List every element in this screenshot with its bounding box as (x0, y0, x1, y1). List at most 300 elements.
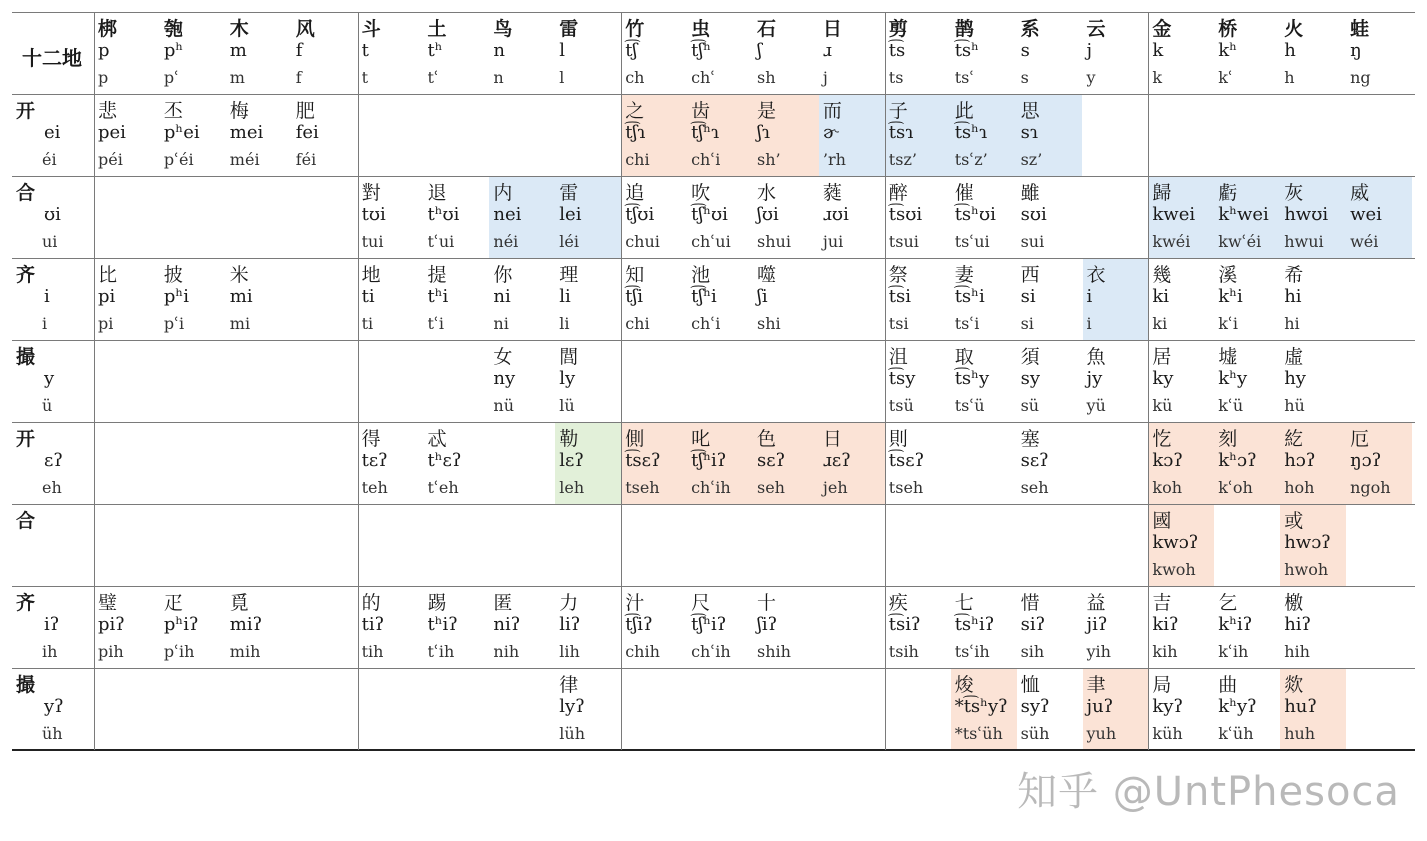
syllable-romanization: chi (625, 314, 650, 333)
syllable-char: 側 (625, 428, 645, 450)
syllable-romanization: pʿih (163, 642, 195, 661)
header-char: 石 (757, 18, 777, 40)
syllable-ipa: siʔ (1020, 614, 1046, 635)
syllable-romanization: ni (493, 314, 509, 333)
syllable-ipa: ʃi (757, 286, 768, 307)
syllable-romanization: pi (98, 314, 114, 333)
header-ipa: f (295, 40, 303, 61)
header-ipa: n (493, 40, 505, 61)
syllable-ipa: ɹʊi (822, 204, 849, 225)
syllable-ipa: i (1086, 286, 1093, 307)
syllable-char: 池 (691, 264, 711, 286)
initial-header (358, 12, 424, 94)
syllable-cell (885, 340, 951, 422)
syllable-cell (621, 94, 687, 176)
syllable-ipa: pʰei (163, 122, 200, 143)
syllable-char: 披 (163, 264, 183, 286)
syllable-romanization: tsz’ (888, 150, 917, 169)
syllable-char: 虧 (1218, 182, 1238, 204)
syllable-cell (358, 422, 424, 504)
syllable-ipa: tʰʊi (427, 204, 460, 225)
syllable-cell (1148, 586, 1214, 668)
syllable-ipa: mi (229, 286, 253, 307)
header-ipa: t͡s (888, 40, 906, 61)
header-romanization: tsʿ (954, 68, 975, 87)
header-ipa: k (1152, 40, 1164, 61)
syllable-cell (621, 422, 687, 504)
syllable-cell (687, 586, 753, 668)
syllable-char: 須 (1020, 346, 1040, 368)
syllable-cell (424, 586, 490, 668)
syllable-romanization: kʿü (1218, 396, 1244, 415)
syllable-char: 疋 (163, 592, 183, 614)
row-category: 开 (16, 100, 36, 122)
header-romanization: t (361, 68, 369, 87)
syllable-cell (951, 340, 1017, 422)
syllable-ipa: kwei (1152, 204, 1196, 225)
syllable-char: 局 (1152, 674, 1172, 696)
syllable-char: 是 (757, 100, 777, 122)
row-category: 齐 (16, 592, 36, 614)
syllable-romanization: tsʿz’ (954, 150, 988, 169)
header-char: 木 (229, 18, 249, 40)
syllable-ipa: sʊi (1020, 204, 1047, 225)
header-romanization: ts (888, 68, 904, 87)
syllable-ipa: lyʔ (559, 696, 585, 717)
syllable-ipa: t͡ʃi (625, 286, 644, 307)
syllable-romanization: tʿih (427, 642, 455, 661)
final-row-header (12, 340, 94, 422)
syllable-char: 之 (625, 100, 645, 122)
syllable-ipa: t͡siʔ (888, 614, 921, 635)
syllable-char: 璧 (98, 592, 118, 614)
initial-header (951, 12, 1017, 94)
syllable-cell (1280, 422, 1346, 504)
syllable-ipa: ki (1152, 286, 1170, 307)
syllable-romanization: yuh (1086, 724, 1117, 743)
final-row-header (12, 504, 94, 586)
syllable-cell (1083, 668, 1149, 750)
corner-title: 十二地 (22, 46, 82, 70)
syllable-cell (1017, 586, 1083, 668)
syllable-romanization: tsʿi (954, 314, 980, 333)
header-romanization: sh (757, 68, 776, 87)
syllable-romanization: tsʿui (954, 232, 990, 251)
syllable-ipa: kʰyʔ (1218, 696, 1257, 717)
syllable-cell (753, 586, 819, 668)
syllable-char: 勒 (559, 428, 579, 450)
syllable-cell (226, 94, 292, 176)
header-char: 火 (1284, 18, 1304, 40)
header-ipa: t (361, 40, 369, 61)
syllable-cell (555, 258, 621, 340)
syllable-cell (687, 422, 753, 504)
syllable-romanization: chʿih (691, 642, 731, 661)
syllable-romanization: pʿi (163, 314, 185, 333)
syllable-romanization: kʿüh (1218, 724, 1254, 743)
syllable-cell (687, 176, 753, 258)
syllable-cell (555, 586, 621, 668)
header-romanization: s (1020, 68, 1029, 87)
initial-header (94, 12, 160, 94)
syllable-char: 十 (757, 592, 777, 614)
initial-header (753, 12, 819, 94)
syllable-char: 律 (559, 674, 579, 696)
syllable-ipa: kʰɔʔ (1218, 450, 1257, 471)
syllable-romanization: süh (1020, 724, 1050, 743)
syllable-romanization: tsih (888, 642, 919, 661)
syllable-romanization: tsi (888, 314, 909, 333)
initial-header (1214, 12, 1280, 94)
syllable-ipa: juʔ (1086, 696, 1114, 717)
syllable-romanization: lih (559, 642, 580, 661)
syllable-cell (226, 258, 292, 340)
syllable-ipa: kiʔ (1152, 614, 1179, 635)
syllable-char: 則 (888, 428, 908, 450)
header-romanization: tʿ (427, 68, 439, 87)
syllable-ipa: tiʔ (361, 614, 385, 635)
syllable-cell (1214, 176, 1280, 258)
syllable-ipa: ly (559, 368, 576, 389)
row-romanization: ü (42, 396, 53, 415)
syllable-ipa: t͡sʊi (888, 204, 923, 225)
final-row-header (12, 586, 94, 668)
syllable-char: 追 (625, 182, 645, 204)
syllable-char: 而 (822, 100, 842, 122)
initial-header (1083, 12, 1149, 94)
syllable-romanization: hih (1284, 642, 1310, 661)
syllable-romanization: chʿih (691, 478, 731, 497)
syllable-cell (94, 94, 160, 176)
syllable-romanization: tui (361, 232, 384, 251)
header-romanization: p (98, 68, 109, 87)
syllable-cell (358, 176, 424, 258)
syllable-char: 乞 (1218, 592, 1238, 614)
syllable-ipa: t͡ʃʰiʔ (691, 614, 727, 635)
syllable-ipa: pʰiʔ (163, 614, 199, 635)
syllable-ipa: kʰwei (1218, 204, 1269, 225)
syllable-cell (1148, 422, 1214, 504)
syllable-ipa: ʃʊi (757, 204, 779, 225)
header-ipa: ŋ (1350, 40, 1362, 61)
syllable-char: 提 (427, 264, 447, 286)
syllable-cell (951, 258, 1017, 340)
syllable-ipa: ɚ (822, 122, 839, 143)
initial-header (819, 12, 885, 94)
syllable-cell (1083, 258, 1149, 340)
syllable-romanization: néi (493, 232, 519, 251)
syllable-romanization: seh (757, 478, 785, 497)
syllable-romanization: ki (1152, 314, 1168, 333)
header-char: 剪 (888, 18, 908, 40)
initial-header (226, 12, 292, 94)
header-char: 虫 (691, 18, 711, 40)
header-ipa: t͡ʃʰ (691, 40, 712, 61)
header-ipa: p (98, 40, 110, 61)
syllable-char: 忔 (1152, 428, 1172, 450)
syllable-char: 厄 (1350, 428, 1370, 450)
syllable-cell (1280, 668, 1346, 750)
syllable-char: 取 (954, 346, 974, 368)
syllable-romanization: leh (559, 478, 585, 497)
initial-header (424, 12, 490, 94)
syllable-cell (1017, 340, 1083, 422)
syllable-cell (951, 176, 1017, 258)
syllable-romanization: chʿi (691, 150, 721, 169)
row-romanization: i (42, 314, 48, 333)
syllable-ipa: t͡sɿ (888, 122, 914, 143)
syllable-cell (226, 586, 292, 668)
syllable-cell (489, 340, 555, 422)
syllable-char: 此 (954, 100, 974, 122)
syllable-char: 妻 (954, 264, 974, 286)
header-romanization: h (1284, 68, 1295, 87)
syllable-ipa: sɛʔ (1020, 450, 1049, 471)
row-category: 开 (16, 428, 36, 450)
syllable-ipa: liʔ (559, 614, 581, 635)
syllable-ipa: ʃiʔ (757, 614, 778, 635)
syllable-romanization: lüh (559, 724, 586, 743)
syllable-char: 噬 (757, 264, 777, 286)
syllable-cell (1148, 176, 1214, 258)
syllable-cell (358, 586, 424, 668)
syllable-romanization: kwéi (1152, 232, 1191, 251)
syllable-cell (621, 258, 687, 340)
syllable-char: 比 (98, 264, 118, 286)
initial-header (687, 12, 753, 94)
syllable-cell (1017, 668, 1083, 750)
syllable-ipa: t͡sʰi (954, 286, 985, 307)
row-ipa: ʊi (44, 204, 61, 225)
syllable-romanization: kʿoh (1218, 478, 1253, 497)
syllable-romanization: hü (1284, 396, 1305, 415)
row-ipa: yʔ (44, 696, 64, 717)
header-char: 雷 (559, 18, 579, 40)
syllable-romanization: féi (295, 150, 317, 169)
syllable-romanization: nü (493, 396, 514, 415)
syllable-cell (160, 94, 226, 176)
syllable-char: 聿 (1086, 674, 1106, 696)
syllable-romanization: wéi (1350, 232, 1379, 251)
syllable-cell (1017, 176, 1083, 258)
syllable-cell (160, 258, 226, 340)
syllable-cell (621, 586, 687, 668)
syllable-romanization: teh (361, 478, 388, 497)
syllable-romanization: tsʿih (954, 642, 990, 661)
header-char: 桥 (1218, 18, 1238, 40)
header-ipa: s (1020, 40, 1030, 61)
syllable-romanization: sh’ (757, 150, 781, 169)
syllable-ipa: hwɔʔ (1284, 532, 1331, 553)
syllable-ipa: kʰiʔ (1218, 614, 1253, 635)
syllable-cell (489, 176, 555, 258)
row-romanization: eh (42, 478, 62, 497)
syllable-char: 曲 (1218, 674, 1238, 696)
header-char: 云 (1086, 18, 1106, 40)
row-ipa: iʔ (44, 614, 60, 635)
syllable-romanization: péi (98, 150, 123, 169)
syllable-ipa: pi (98, 286, 116, 307)
syllable-romanization: lü (559, 396, 575, 415)
syllable-cell (819, 422, 885, 504)
syllable-char: 醉 (888, 182, 908, 204)
syllable-cell (1280, 586, 1346, 668)
syllable-romanization: léi (559, 232, 579, 251)
syllable-ipa: hi (1284, 286, 1302, 307)
header-romanization: f (295, 68, 302, 87)
syllable-cell (885, 586, 951, 668)
syllable-cell (1148, 668, 1214, 750)
syllable-ipa: kwɔʔ (1152, 532, 1199, 553)
syllable-romanization: mi (229, 314, 251, 333)
syllable-romanization: yü (1086, 396, 1106, 415)
syllable-ipa: kyʔ (1152, 696, 1184, 717)
header-char: 斗 (361, 18, 381, 40)
initial-header (292, 12, 358, 94)
syllable-cell (819, 176, 885, 258)
syllable-ipa: hɔʔ (1284, 450, 1316, 471)
syllable-char: 水 (757, 182, 777, 204)
syllable-romanization: tsui (888, 232, 919, 251)
syllable-char: 丕 (163, 100, 183, 122)
initials-finals-table (12, 12, 1415, 752)
syllable-romanization: sih (1020, 642, 1045, 661)
syllable-romanization: nih (493, 642, 520, 661)
syllable-ipa: t͡ʃʰiʔ (691, 450, 727, 471)
syllable-char: 踢 (427, 592, 447, 614)
syllable-romanization: shui (757, 232, 791, 251)
syllable-romanization: chi (625, 150, 650, 169)
syllable-ipa: sy (1020, 368, 1040, 389)
syllable-char: 沮 (888, 346, 908, 368)
syllable-cell (1346, 176, 1412, 258)
syllable-char: 地 (361, 264, 381, 286)
syllable-cell (424, 176, 490, 258)
header-ipa: t͡ʃ (625, 40, 638, 61)
syllable-ipa: tʰɛʔ (427, 450, 462, 471)
syllable-cell (555, 668, 621, 750)
syllable-char: 退 (427, 182, 447, 204)
syllable-ipa: nei (493, 204, 522, 225)
syllable-romanization: kih (1152, 642, 1178, 661)
syllable-cell (687, 258, 753, 340)
syllable-ipa: t͡ʃʰi (691, 286, 717, 307)
syllable-char: 祭 (888, 264, 908, 286)
syllable-cell (424, 258, 490, 340)
syllable-ipa: ʃɿ (757, 122, 771, 143)
syllable-char: 欻 (1284, 674, 1304, 696)
syllable-char: 雷 (559, 182, 579, 204)
syllable-ipa: hy (1284, 368, 1306, 389)
row-ipa: ɛʔ (44, 450, 63, 471)
syllable-cell (1083, 586, 1149, 668)
syllable-cell (160, 586, 226, 668)
syllable-cell (1214, 422, 1280, 504)
header-romanization: kʿ (1218, 68, 1233, 87)
syllable-char: 紇 (1284, 428, 1304, 450)
header-romanization: n (493, 68, 504, 87)
syllable-cell (753, 422, 819, 504)
syllable-romanization: chui (625, 232, 660, 251)
initial-header (1148, 12, 1214, 94)
syllable-ipa: t͡sɛʔ (625, 450, 661, 471)
initial-header (1017, 12, 1083, 94)
syllable-ipa: ky (1152, 368, 1174, 389)
syllable-cell (1214, 668, 1280, 750)
syllable-char: 益 (1086, 592, 1106, 614)
syllable-ipa: ɹɛʔ (822, 450, 851, 471)
syllable-ipa: pei (98, 122, 126, 143)
syllable-cell (1017, 258, 1083, 340)
header-romanization: j (822, 68, 828, 87)
syllable-romanization: kü (1152, 396, 1173, 415)
syllable-romanization: chʿi (691, 314, 721, 333)
header-romanization: m (229, 68, 245, 87)
header-ipa: j (1086, 40, 1093, 61)
syllable-char: 閭 (559, 346, 579, 368)
syllable-char: 對 (361, 182, 381, 204)
syllable-char: 梅 (229, 100, 249, 122)
syllable-ipa: syʔ (1020, 696, 1050, 717)
syllable-ipa: huʔ (1284, 696, 1318, 717)
syllable-romanization: ngoh (1350, 478, 1391, 497)
syllable-romanization: sui (1020, 232, 1045, 251)
syllable-cell (292, 94, 358, 176)
syllable-char: 齿 (691, 100, 711, 122)
syllable-romanization: tseh (625, 478, 660, 497)
watermark: 知乎 @UntPhesoca (1017, 769, 1400, 815)
syllable-romanization: tih (361, 642, 384, 661)
syllable-char: 吉 (1152, 592, 1172, 614)
syllable-romanization: hwui (1284, 232, 1324, 251)
syllable-char: 魚 (1086, 346, 1106, 368)
syllable-char: 焌 (954, 674, 974, 696)
initial-header (621, 12, 687, 94)
syllable-ipa: miʔ (229, 614, 263, 635)
syllable-ipa: wei (1350, 204, 1382, 225)
syllable-ipa: lei (559, 204, 582, 225)
syllable-char: 國 (1152, 510, 1172, 532)
row-category: 合 (16, 510, 36, 532)
syllable-char: 尺 (691, 592, 711, 614)
syllable-char: 虛 (1284, 346, 1304, 368)
header-ipa: l (559, 40, 566, 61)
syllable-romanization: tʿeh (427, 478, 459, 497)
syllable-romanization: hwoh (1284, 560, 1329, 579)
header-ipa: pʰ (163, 40, 184, 61)
syllable-cell (424, 422, 490, 504)
syllable-char: 雖 (1020, 182, 1040, 204)
header-char: 风 (295, 18, 315, 40)
syllable-romanization: mih (229, 642, 261, 661)
syllable-char: 知 (625, 264, 645, 286)
initial-header (489, 12, 555, 94)
syllable-romanization: pih (98, 642, 124, 661)
syllable-char: 衣 (1086, 264, 1106, 286)
syllable-ipa: si (1020, 286, 1036, 307)
syllable-cell (94, 258, 160, 340)
syllable-cell (489, 586, 555, 668)
row-romanization: üh (42, 724, 63, 743)
syllable-romanization: jeh (822, 478, 848, 497)
syllable-romanization: shi (757, 314, 781, 333)
syllable-char: 女 (493, 346, 513, 368)
row-ipa: ei (44, 122, 61, 143)
initial-header (555, 12, 621, 94)
header-ipa: ʃ (757, 40, 762, 61)
syllable-romanization: kʿih (1218, 642, 1249, 661)
syllable-char: 内 (493, 182, 513, 204)
